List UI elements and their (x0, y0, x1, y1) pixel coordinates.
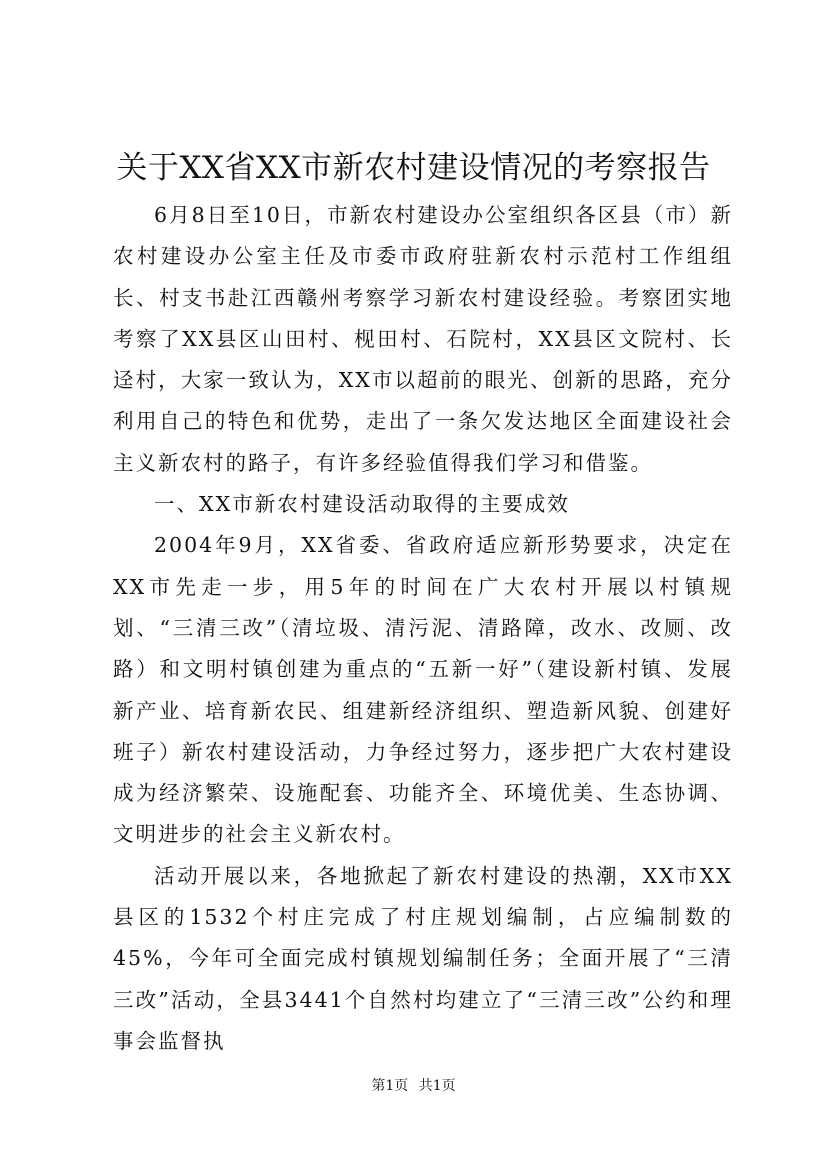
paragraph-progress: 活动开展以来，各地掀起了新农村建设的热潮，XX市XX县区的1532个村庄完成了村庄规划编制，占应编制数的45%，今年可全面完成村镇规划编制任务；全面开展了“三清三改”活动，全县3441个自然村均建立了“三清三改”公约和理事会监督执 (113, 863, 733, 1053)
section-heading: 一、XX市新农村建设活动取得的主要成效 (154, 492, 570, 517)
page-title: 关于XX省XX市新农村建设情况的考察报告 (116, 150, 711, 186)
document-body (113, 195, 733, 1062)
page-number: 第1页 (371, 1078, 409, 1094)
paragraph-background: 2004年9月，XX省委、省政府适应新形势要求，决定在XX市先走一步，用5年的时间在广大农村开展以村镇规划、“三清三改”（清垃圾、清污泥、清路障，改水、改厕、改路）和文明村镇创建为重点的“五新一好”（建设新村镇、发展新产业、培育新农民、组建新经济组织、塑造新风貌、创建好班子）新农村建设活动，力争经过努力，逐步把广大农村建设成为经济繁荣、设施配套、功能齐全、环境优美、生态协调、文明进步的社会主义新农村。 (113, 533, 733, 847)
paragraph-intro: 6月8日至10日，市新农村建设办公室组织各区县（市）新农村建设办公室主任及市委市政府驻新农村示范村工作组组长、村支书赴江西赣州考察学习新农村建设经验。考察团实地考察了XX县区山田村、枧田村、石院村，XX县区文院村、长迳村，大家一致认为，XX市以超前的眼光、创新的思路，充分利用自己的特色和优势，走出了一条欠发达地区全面建设社会主义新农村的路子，有许多经验值得我们学习和借鉴。 (113, 203, 733, 475)
page-footer (0, 1076, 827, 1096)
page-total: 共1页 (418, 1078, 456, 1094)
